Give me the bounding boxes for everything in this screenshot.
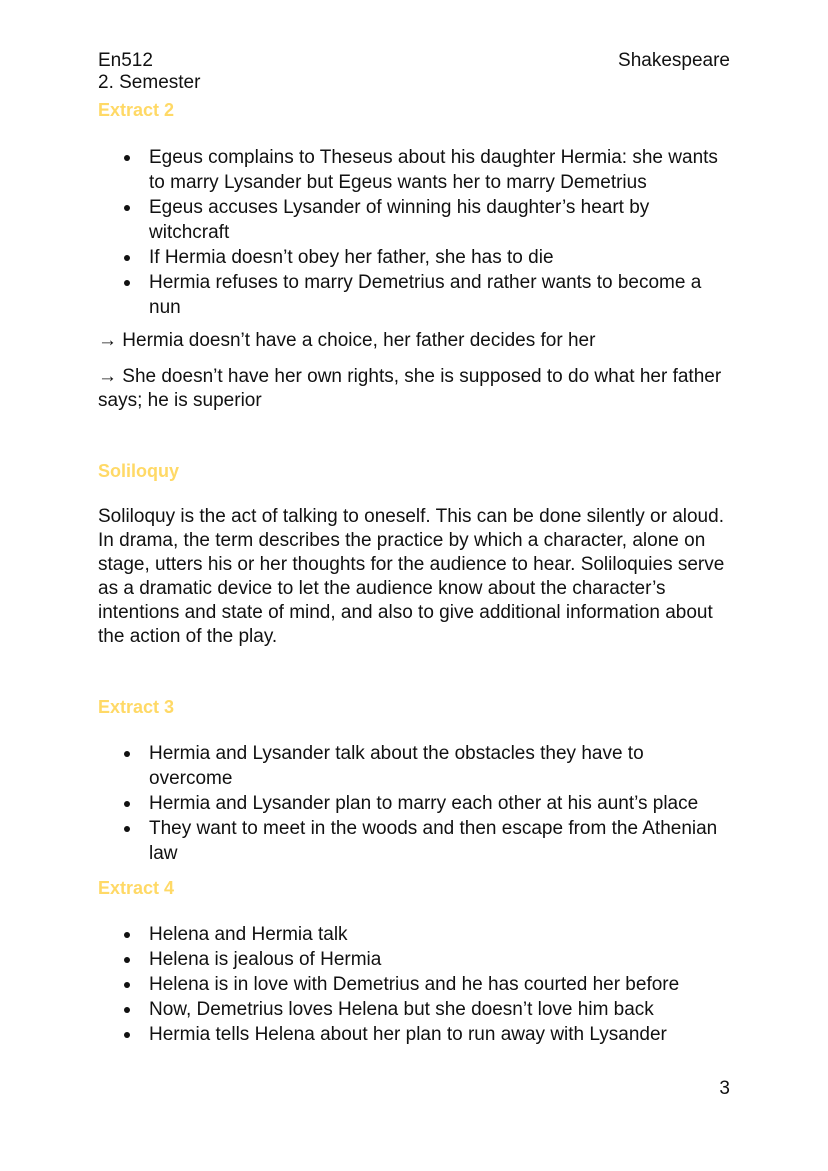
bullet-icon	[124, 826, 130, 832]
bullet-icon	[124, 155, 130, 161]
list-item: Helena and Hermia talk	[98, 922, 728, 947]
bullet-icon	[124, 205, 130, 211]
list-item: Hermia refuses to marry Demetrius and rather wants to become a nun	[98, 270, 728, 320]
extract2-list	[98, 145, 728, 320]
course-code: En512	[98, 50, 153, 71]
bullet-icon	[124, 1032, 130, 1038]
subject-title: Shakespeare	[618, 50, 730, 71]
bullet-icon	[124, 932, 130, 938]
bullet-icon	[124, 801, 130, 807]
bullet-icon	[124, 255, 130, 261]
bullet-icon	[124, 751, 130, 757]
list-item: If Hermia doesn’t obey her father, she has to die	[98, 245, 728, 270]
bullet-icon	[124, 957, 130, 963]
extract4-heading: Extract 4	[98, 878, 175, 898]
semester: 2. Semester	[98, 72, 201, 93]
list-item: They want to meet in the woods and then escape from the Athenian law	[98, 816, 728, 866]
list-item: Egeus accuses Lysander of winning his daughter’s heart by witchcraft	[98, 195, 728, 245]
extract4-list	[98, 922, 728, 1047]
page-number: 3	[719, 1078, 730, 1099]
bullet-icon	[124, 982, 130, 988]
extract2-conclusion-2: → She doesn’t have her own rights, she is supposed to do what her father says; he is superior	[98, 366, 722, 411]
bullet-icon	[124, 1007, 130, 1013]
extract2-heading: Extract 2	[98, 100, 175, 120]
list-item: Helena is jealous of Hermia	[98, 947, 728, 972]
header-left	[98, 50, 200, 94]
extract2-conclusion-1: → Hermia doesn’t have a choice, her father decides for her	[98, 330, 596, 351]
list-item: Hermia and Lysander talk about the obstacles they have to overcome	[98, 741, 728, 791]
list-item: Helena is in love with Demetrius and he has courted her before	[98, 972, 728, 997]
list-item: Hermia and Lysander plan to marry each other at his aunt’s place	[98, 791, 728, 816]
list-item: Hermia tells Helena about her plan to run away with Lysander	[98, 1022, 728, 1047]
bullet-icon	[124, 280, 130, 286]
list-item: Now, Demetrius loves Helena but she doesn’t love him back	[98, 997, 728, 1022]
list-item: Egeus complains to Theseus about his daughter Hermia: she wants to marry Lysander but Egeus wants her to marry Demetrius	[98, 145, 728, 195]
soliloquy-paragraph: Soliloquy is the act of talking to oneself. This can be done silently or aloud. In drama, the term describes the practice by which a character, alone on stage, utters his or her thoughts for the audience to hear. Soliloquies serve as a dramatic device to let the audience know about the character’s intentions and state of mind, and also to give additional information about the action of the play.	[98, 506, 725, 647]
extract3-heading: Extract 3	[98, 697, 175, 717]
soliloquy-heading: Soliloquy	[98, 461, 179, 481]
extract3-list	[98, 741, 728, 866]
